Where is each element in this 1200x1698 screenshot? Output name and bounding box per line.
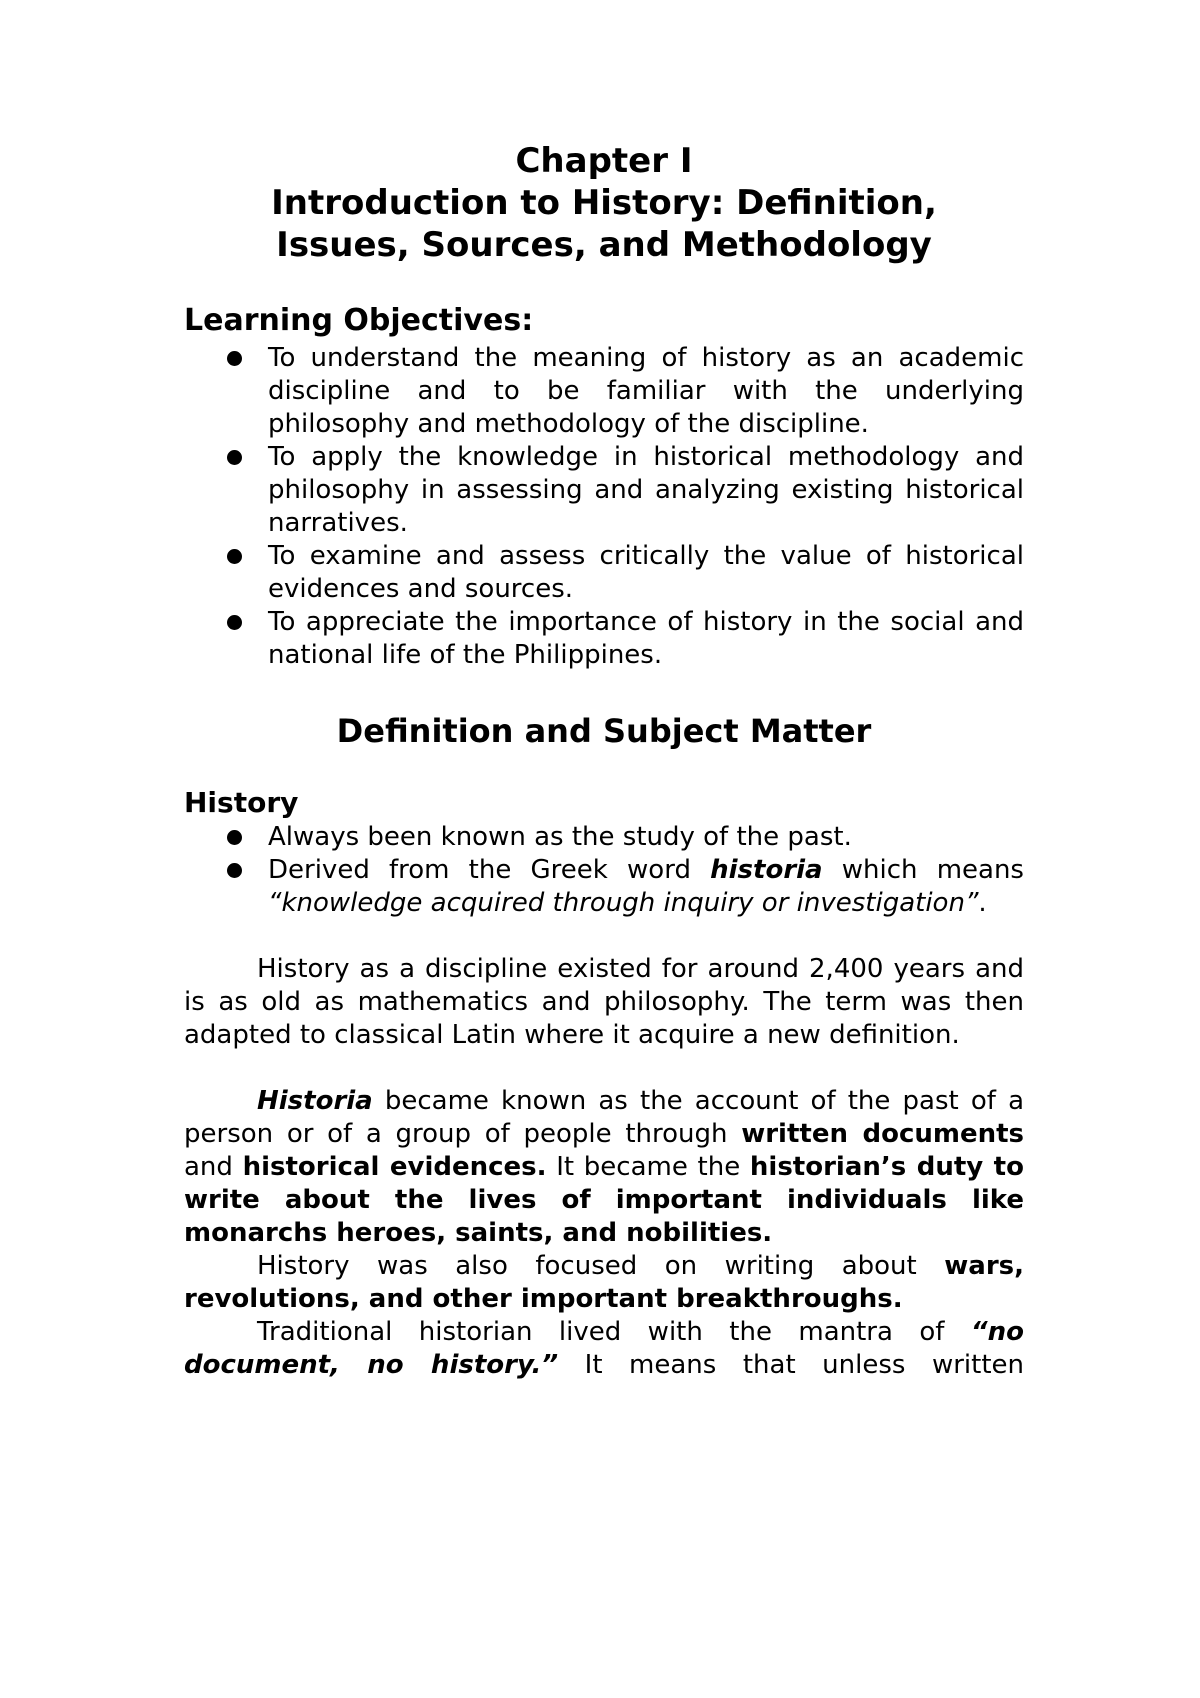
bold-phrase: historical evidences. — [242, 1152, 547, 1182]
history-bullet — [184, 854, 1024, 920]
learning-objectives-list — [184, 342, 1024, 672]
objective-item: To apply the knowledge in historical methodology and philosophy in assessing and analyzing existing historical narratives. — [184, 441, 1024, 540]
section-heading: Definition and Subject Matter — [336, 712, 872, 750]
paragraph-wars — [184, 1250, 1024, 1316]
bullet-text: which means — [822, 855, 1024, 885]
objective-item: To appreciate the importance of history in the social and national life of the Philippines. — [184, 606, 1024, 672]
paragraph-mantra — [184, 1316, 1024, 1382]
bullet-text: . — [978, 888, 987, 918]
paragraph-text: History was also focused on writing about — [257, 1251, 945, 1281]
bold-phrase: historian’s duty to write about the lives of important individuals like monarchs heroes, saints, and nobilities. — [184, 1152, 1024, 1248]
objective-item: To understand the meaning of history as an academic discipline and to be familiar with the underlying philosophy and methodology of the discipline. — [184, 342, 1024, 441]
paragraph-discipline: History as a discipline existed for around 2,400 years and is as old as mathematics and philosophy. The term was then adapted to classical Latin where it acquire a new definition. — [184, 954, 1024, 1050]
paragraph-text: It became the — [546, 1152, 750, 1182]
chapter-number: Chapter I — [515, 141, 693, 181]
mantra-quote: “no document, no history.” — [184, 1317, 1024, 1380]
history-bullets — [184, 821, 1024, 920]
bullet-text: Derived from the Greek word — [268, 855, 711, 885]
chapter-title-line-2: Issues, Sources, and Methodology — [276, 225, 932, 265]
historia-term: historia — [710, 855, 823, 885]
learning-objectives-heading: Learning Objectives: — [184, 303, 534, 338]
paragraph-text: Traditional historian lived with the mantra of — [257, 1317, 971, 1347]
bold-phrase: wars, revolutions, and other important breakthroughs. — [184, 1251, 1024, 1314]
history-bullet: Always been known as the study of the past. — [184, 821, 1024, 854]
paragraph-text: became known as the account of the past of a person or of a group of people through — [184, 1086, 1024, 1149]
historia-meaning-quote: “knowledge acquired through inquiry or investigation” — [268, 888, 979, 918]
paragraph-text: and — [184, 1152, 243, 1182]
paragraph-text: It means that unless written — [558, 1350, 1024, 1380]
historia-term: Historia — [257, 1086, 373, 1116]
chapter-title-line-1: Introduction to History: Definition, — [271, 183, 937, 223]
paragraph-historia — [184, 1085, 1024, 1250]
history-subheading: History — [184, 786, 299, 819]
objective-item: To examine and assess critically the value of historical evidences and sources. — [184, 540, 1024, 606]
bold-phrase: written documents — [741, 1119, 1024, 1149]
